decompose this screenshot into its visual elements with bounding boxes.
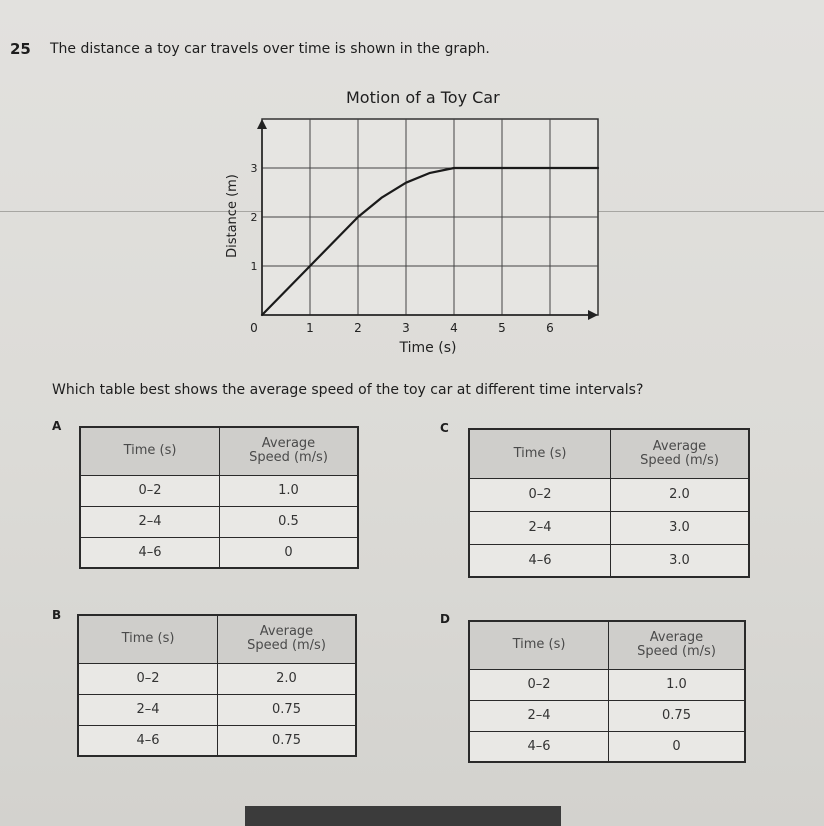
time-cell: 2–4 (78, 694, 218, 725)
x-tick-label: 1 (306, 321, 314, 335)
time-cell: 2–4 (80, 506, 220, 537)
time-cell: 0–2 (469, 669, 609, 700)
y-tick-label: 2 (250, 211, 258, 224)
speed-header: Average Speed (m/s) (611, 429, 750, 478)
table-row (469, 700, 745, 731)
time-cell: 0–2 (469, 478, 611, 511)
chart-title: Motion of a Toy Car (346, 88, 500, 107)
time-cell: 4–6 (78, 725, 218, 756)
speed-cell: 0.5 (220, 506, 359, 537)
speed-cell: 1.0 (220, 475, 359, 506)
speed-cell: 1.0 (609, 669, 746, 700)
option-c-letter[interactable]: C (440, 421, 449, 435)
x-tick-label: 3 (402, 321, 410, 335)
option-d-letter[interactable]: D (440, 612, 450, 626)
table-row (469, 731, 745, 762)
chart-grid (262, 119, 598, 315)
speed-header: Average Speed (m/s) (218, 615, 357, 663)
time-cell: 0–2 (80, 475, 220, 506)
time-header: Time (s) (80, 427, 220, 475)
time-cell: 4–6 (80, 537, 220, 568)
speed-cell: 2.0 (218, 663, 357, 694)
speed-header: Average Speed (m/s) (220, 427, 359, 475)
table-row (80, 506, 358, 537)
time-cell: 2–4 (469, 700, 609, 731)
table-row (78, 694, 356, 725)
time-cell: 4–6 (469, 544, 611, 577)
table-row (469, 511, 749, 544)
x-tick-label: 0 (250, 321, 258, 335)
bottom-toolbar-edge (245, 806, 561, 826)
y-tick-label: 3 (250, 162, 258, 175)
speed-cell: 0.75 (609, 700, 746, 731)
question-stem: The distance a toy car travels over time is shown in the graph. (50, 41, 490, 57)
speed-cell: 0.75 (218, 694, 357, 725)
time-cell: 4–6 (469, 731, 609, 762)
speed-header: Average Speed (m/s) (609, 621, 746, 669)
option-a-table[interactable] (79, 426, 359, 569)
speed-cell: 2.0 (611, 478, 750, 511)
speed-cell: 3.0 (611, 544, 750, 577)
option-d-table[interactable] (468, 620, 746, 763)
y-tick-label: 1 (250, 260, 258, 273)
table-row (78, 663, 356, 694)
question-prompt: Which table best shows the average speed of the toy car at different time intervals? (52, 382, 644, 398)
option-a-letter[interactable]: A (52, 419, 62, 433)
table-row (80, 537, 358, 568)
speed-cell: 0.75 (218, 725, 357, 756)
question-number: 25 (10, 40, 31, 58)
x-tick-label: 6 (546, 321, 554, 335)
speed-cell: 3.0 (611, 511, 750, 544)
x-axis-label: Time (s) (399, 340, 457, 356)
table-row (80, 475, 358, 506)
x-tick-label: 4 (450, 321, 458, 335)
option-b-letter[interactable]: B (52, 608, 62, 622)
speed-cell: 0 (609, 731, 746, 762)
option-c-table[interactable] (468, 428, 750, 578)
time-header: Time (s) (469, 621, 609, 669)
x-tick-label: 2 (354, 321, 362, 335)
y-axis-label: Distance (m) (225, 174, 240, 258)
table-row (469, 478, 749, 511)
time-header: Time (s) (469, 429, 611, 478)
table-row (469, 544, 749, 577)
x-tick-label: 5 (498, 321, 506, 335)
time-header: Time (s) (78, 615, 218, 663)
speed-cell: 0 (220, 537, 359, 568)
time-cell: 2–4 (469, 511, 611, 544)
option-b-table[interactable] (77, 614, 357, 757)
table-row (78, 725, 356, 756)
time-cell: 0–2 (78, 663, 218, 694)
table-row (469, 669, 745, 700)
